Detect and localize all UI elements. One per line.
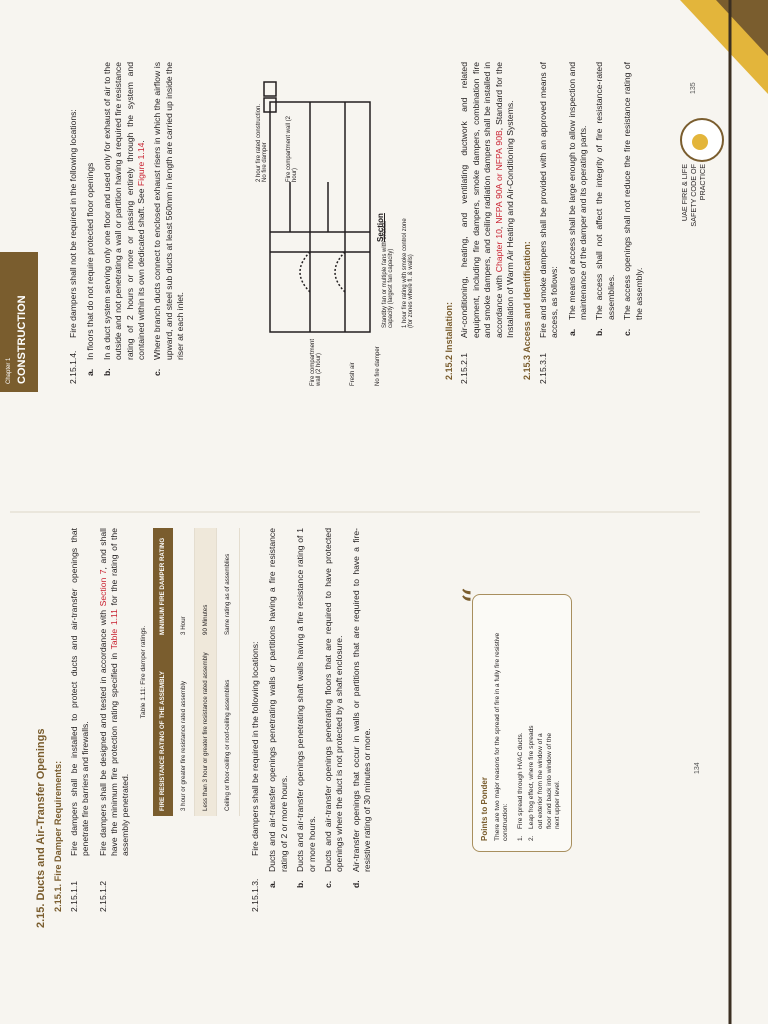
paragraph-2-15-1-3	[250, 528, 261, 928]
paragraph-2-15-1-2	[98, 528, 132, 928]
table-row	[173, 528, 195, 816]
table-caption: Table 1.11: Fire damper ratings.	[139, 625, 147, 719]
text-run: Fire dampers shall be designed and tested in accordance with	[97, 606, 108, 856]
paragraph-number: 2.15.1.3.	[249, 878, 260, 912]
diagram-label: Fresh air	[350, 362, 356, 386]
list-text: Ducts and air-transfer openings penetrating shaft walls having a fire resistance rating of 1 or more hours.	[295, 528, 317, 872]
text-run: for the rating of the assembly penetrated.	[109, 528, 131, 856]
list-text: Air-transfer openings that occur in walls or partitions that are required to have a fire-resistive rating of 30 minutes or more.	[350, 528, 373, 872]
paragraph-text: Fire dampers shall be required in the following locations:	[249, 641, 260, 856]
list-text: Ducts and air-transfer openings penetrating walls or partitions having a fire resistance rating of 2 or more hours.	[267, 528, 289, 872]
list-item	[567, 62, 590, 392]
paragraph-text: Fire dampers shall be installed to protect ducts and air-transfer openings that penetrate fire barriers and firewalls.	[68, 528, 91, 856]
fire-damper-table-wrap	[138, 528, 240, 928]
table-cell: Ceiling or floor-ceiling or roof-ceiling assemblies	[217, 640, 239, 816]
paragraph-text: Fire dampers shall not be required in the following locations:	[68, 109, 78, 338]
list-marker: a.	[85, 368, 96, 376]
list-marker: c.	[322, 880, 333, 888]
diagram-label: Standby fan or multiple fans with excess capacity (largest fan capacity)	[382, 220, 394, 328]
building-outline	[270, 102, 370, 332]
list-item	[323, 528, 346, 928]
list-text: Where branch ducts connect to enclosed exhaust risers in which the airflow is upward, and steel sub ducts at least 560mm in length are carried up inside the riser at each inlet.	[152, 62, 186, 360]
right-page-number: 135	[690, 82, 697, 94]
list-marker: b.	[295, 880, 306, 888]
footer-line: UAE FIRE & LIFE	[680, 164, 689, 222]
right-page-column-bottom	[440, 62, 650, 392]
list-marker: d.	[350, 880, 361, 888]
paragraph-number: 2.15.3.1	[537, 352, 548, 384]
paragraph-2-15-2-1	[459, 62, 516, 392]
paragraph-number: 2.15.2.1	[459, 352, 470, 384]
list-text	[102, 62, 148, 360]
diagram-label: Fire compartment wall (2 hour)	[310, 338, 322, 386]
quote-mark-icon: “	[456, 587, 496, 605]
left-page-number: 134	[694, 762, 701, 774]
installation-heading: 2.15.2 Installation:	[444, 301, 454, 380]
figure-1-14-link[interactable]: Figure 1.14	[136, 142, 147, 187]
fire-damper-ratings-table	[153, 528, 240, 816]
paragraph-2-15-1-4	[68, 62, 79, 392]
airflow-arrows	[300, 252, 345, 292]
points-to-ponder-box	[456, 587, 572, 852]
ponder-item	[517, 605, 526, 841]
text-run: In a duct system serving only one floor and used only for exhaust of air to the outside and not penetrating a wall or partition having a required fire resistance rating of 2 hours or more or passing entirely through the system and contained within its own dedicated shaft. See	[101, 62, 147, 360]
ponder-text: Leap frog effect, where fire spreads out exterior from the window of a floor and back into window of the next upper level.	[528, 725, 562, 829]
paragraph-text	[98, 528, 132, 856]
nfpa-link[interactable]: NFPA 90A or NFPA 90B	[493, 130, 504, 224]
paragraph-number: 2.15.1.4.	[68, 350, 78, 384]
paragraph-2-15-1-1	[69, 528, 92, 928]
list-item	[102, 62, 148, 392]
paragraph-number: 2.15.1.2	[97, 880, 108, 912]
chapter-label: Chapter 1	[6, 357, 12, 384]
text-run: , and shall have the minimum fire protection rating specified in	[97, 528, 120, 856]
list-marker: c.	[152, 368, 163, 376]
table-cell: 3 Hour	[173, 528, 195, 640]
branch-ducts	[290, 182, 328, 232]
list-text: The access shall not affect the integrity of fire resistance-rated assemblies.	[594, 62, 616, 320]
list-marker: c.	[622, 328, 633, 336]
text-run: ,	[493, 223, 504, 230]
paragraph-text: Fire and smoke dampers shall be provided with an approved means of access, as follows:	[537, 62, 560, 338]
list-marker: a.	[566, 328, 577, 336]
list-text: The access openings shall not reduce the fire resistance rating of the assembly.	[622, 62, 644, 320]
section-diagram	[250, 52, 430, 392]
fan-box	[264, 82, 276, 96]
table-row	[195, 528, 217, 816]
footer-line: SAFETY CODE OF PRACTICE	[689, 164, 707, 227]
fire-damper-requirements-heading: 2.15.1. Fire Damper Requirements:	[53, 760, 64, 912]
list-item	[594, 62, 617, 392]
table-cell: 90 Minutes	[195, 528, 217, 640]
diagram-label: 1 hour fire rating with smoke control zone (for zones where fl. & walls)	[402, 218, 414, 328]
logo-center-icon	[692, 134, 708, 150]
diagram-label: Fire compartment wall (2 hour)	[286, 115, 298, 182]
table-row	[217, 528, 239, 816]
ponder-text: Fire spread through HVAC ducts.	[516, 732, 524, 829]
chapter-tab	[0, 252, 38, 392]
section-7-link[interactable]: Section 7	[97, 569, 108, 607]
list-text: Ducts and air-transfer openings penetrating floors that are required to have protected openings where the duct is not protected by a shaft enclosure.	[322, 528, 345, 872]
list-item	[152, 62, 186, 392]
ponder-intro: There are two major reasons for the spread of fire in a fully fire resistive construction:	[493, 632, 510, 841]
list-text: The means of access shall be large enough to allow inspection and maintenance of the damper and its operating parts.	[566, 62, 589, 320]
section-title: 2.15. Ducts and Air-Transfer Openings	[35, 728, 47, 928]
chapter-10-link[interactable]: Chapter 10	[493, 229, 504, 273]
list-item	[85, 62, 96, 392]
chapter-title: CONSTRUCTION	[16, 295, 28, 384]
diagram-caption: Section	[376, 213, 385, 242]
text-run: .	[136, 140, 147, 143]
table-cell: Less than 3 hour or greater fire resistance rated assembly	[195, 640, 217, 816]
table-cell: 3 hour or greater fire resistance rated assembly	[173, 640, 195, 816]
fire-damper-locations-list	[267, 528, 373, 928]
left-page-column	[36, 528, 379, 928]
ponder-item	[528, 605, 562, 841]
footer-title	[680, 164, 707, 264]
paragraph-number: 2.15.1.1	[68, 880, 79, 912]
list-text: In floors that do not require protected floor openings	[85, 162, 96, 360]
ponder-marker: 2.	[528, 835, 536, 841]
ponder-title: Points to Ponder	[480, 777, 489, 841]
text-run: Air-conditioning, heating, and ventilating ductwork and related equipment, including fire dampers, smoke dampers, combination fire and smoke dampers, and ceiling radiation dampers shall be installed in accordance with	[459, 62, 504, 338]
table-header-row	[153, 528, 172, 816]
diagram-label: No fire damper	[375, 346, 381, 386]
table-1-11-link[interactable]: Table 1.11	[109, 609, 120, 650]
right-page-column-top	[68, 62, 192, 392]
list-marker: b.	[101, 368, 112, 376]
list-marker: a.	[267, 880, 278, 888]
paragraph-text	[459, 62, 516, 338]
list-item	[295, 528, 318, 928]
list-item	[351, 528, 374, 928]
column-header: MINIMUM FIRE DAMPER RATING	[153, 528, 172, 640]
diagram-label: 2 hour fire rated construction. No fire damper	[256, 103, 268, 182]
table-cell: Same rating as of assemblies	[217, 528, 239, 640]
list-item	[267, 528, 290, 928]
text-run: , Standard for the Installation of Warm Air Heating and Air-Conditioning Systems.	[493, 62, 516, 338]
access-identification-heading: 2.15.3 Access and Identification:	[522, 241, 533, 380]
list-marker: b.	[594, 328, 605, 336]
list-item	[622, 62, 645, 392]
paragraph-2-15-3-1	[538, 62, 561, 392]
civil-defense-logo-icon	[680, 118, 724, 162]
ponder-marker: 1.	[516, 835, 524, 841]
column-header: FIRE RESISTANCE RATING OF THE ASSEMBLY	[153, 640, 172, 816]
